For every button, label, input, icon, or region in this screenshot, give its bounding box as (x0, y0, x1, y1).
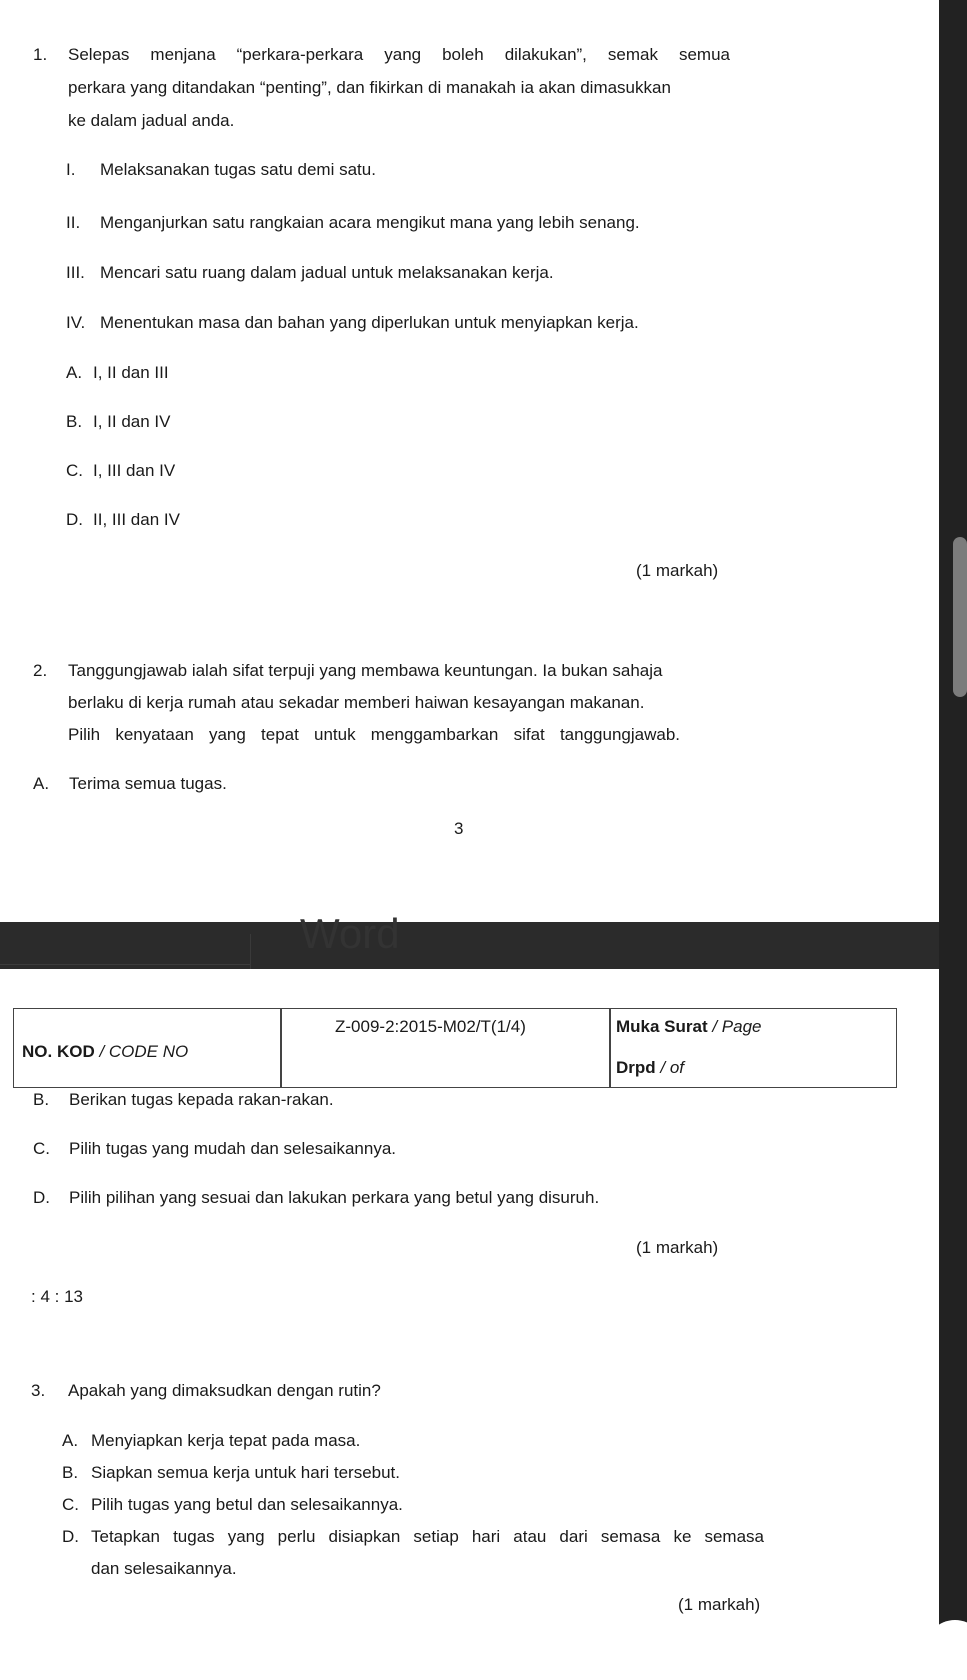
q3-option-letter: D. (62, 1527, 79, 1546)
q3-option-letter: A. (62, 1431, 79, 1450)
q1-stem-line-1: Selepas menjana “perkara-perkara yang boleh dilakukan”, semak semua (68, 45, 730, 64)
q1-statement-num: I. (66, 160, 76, 179)
q3-number: 3. (31, 1381, 46, 1400)
q1-stem-line-2: perkara yang ditandakan “penting”, dan fikirkan di manakah ia akan dimasukkan (68, 78, 671, 97)
code-no-label: NO. KOD / CODE NO (22, 1042, 189, 1061)
q3-stem: Apakah yang dimaksudkan dengan rutin? (68, 1381, 381, 1400)
scrollbar-thumb[interactable] (953, 537, 967, 697)
q2-option-letter: B. (33, 1090, 50, 1109)
q2-stem-line-2: berlaku di kerja rumah atau sekadar memberi haiwan kesayangan makanan. (68, 693, 645, 712)
q1-marks: (1 markah) (636, 561, 719, 580)
q1-option-letter: A. (66, 363, 83, 382)
q1-statement-num: III. (66, 263, 85, 282)
q3-marks: (1 markah) (678, 1595, 761, 1614)
rounded-corner (925, 1620, 967, 1680)
band-divider (250, 934, 251, 969)
q1-stem-line-3: ke dalam jadual anda. (68, 111, 235, 130)
q1-option-d: II, III dan IV (93, 510, 180, 529)
page-separator-band (0, 922, 939, 969)
q1-statement-num: IV. (66, 313, 86, 332)
page-ref: : 4 : 13 (31, 1287, 83, 1306)
q2-marks: (1 markah) (636, 1238, 719, 1257)
q3-option-d: Tetapkan tugas yang perlu disiapkan setiap hari atau dari semasa ke semasa (91, 1527, 764, 1546)
q3-option-letter: C. (62, 1495, 79, 1514)
q1-statement-text: Menentukan masa dan bahan yang diperlukan untuk menyiapkan kerja. (100, 313, 639, 332)
q3-option-b: Siapkan semua kerja untuk hari tersebut. (91, 1463, 401, 1482)
code-table-divider (280, 1008, 282, 1088)
of-label: Drpd / of (616, 1058, 685, 1077)
q1-option-c: I, III dan IV (93, 461, 176, 480)
q2-option-d: Pilih pilihan yang sesuai dan lakukan perkara yang betul yang disuruh. (69, 1188, 600, 1207)
q1-option-a: I, II dan III (93, 363, 169, 382)
band-divider (0, 964, 250, 965)
q1-statement-text: Mencari satu ruang dalam jadual untuk melaksanakan kerja. (100, 263, 554, 282)
q3-option-c: Pilih tugas yang betul dan selesaikannya. (91, 1495, 403, 1514)
q1-statement-num: II. (66, 213, 81, 232)
q2-option-a: Terima semua tugas. (69, 774, 227, 793)
q2-stem-line-1: Tanggungjawab ialah sifat terpuji yang membawa keuntungan. Ia bukan sahaja (68, 661, 663, 680)
q3-option-d-cont: dan selesaikannya. (91, 1559, 237, 1578)
q2-option-letter: A. (33, 774, 50, 793)
q2-option-letter: D. (33, 1188, 50, 1207)
q1-number: 1. (33, 45, 48, 64)
page-label: Muka Surat / Page (616, 1017, 762, 1036)
q1-option-letter: B. (66, 412, 83, 431)
q1-option-letter: D. (66, 510, 83, 529)
q2-option-b: Berikan tugas kepada rakan-rakan. (69, 1090, 334, 1109)
code-value: Z-009-2:2015-M02/T(1/4) (335, 1017, 526, 1036)
q1-option-letter: C. (66, 461, 83, 480)
q2-number: 2. (33, 661, 48, 680)
q1-statement-text: Melaksanakan tugas satu demi satu. (100, 160, 376, 179)
q2-option-letter: C. (33, 1139, 50, 1158)
q3-option-letter: B. (62, 1463, 79, 1482)
code-table-divider (609, 1008, 611, 1088)
viewer-edge (939, 0, 967, 1665)
q1-statement-text: Menganjurkan satu rangkaian acara mengikut mana yang lebih senang. (100, 213, 640, 232)
q2-stem-line-3: Pilih kenyataan yang tepat untuk menggambarkan sifat tanggungjawab. (68, 725, 680, 744)
band-watermark: Word (300, 910, 400, 957)
q2-option-c: Pilih tugas yang mudah dan selesaikannya. (69, 1139, 396, 1158)
q1-option-b: I, II dan IV (93, 412, 171, 431)
q3-option-a: Menyiapkan kerja tepat pada masa. (91, 1431, 361, 1450)
page-number: 3 (454, 819, 464, 838)
